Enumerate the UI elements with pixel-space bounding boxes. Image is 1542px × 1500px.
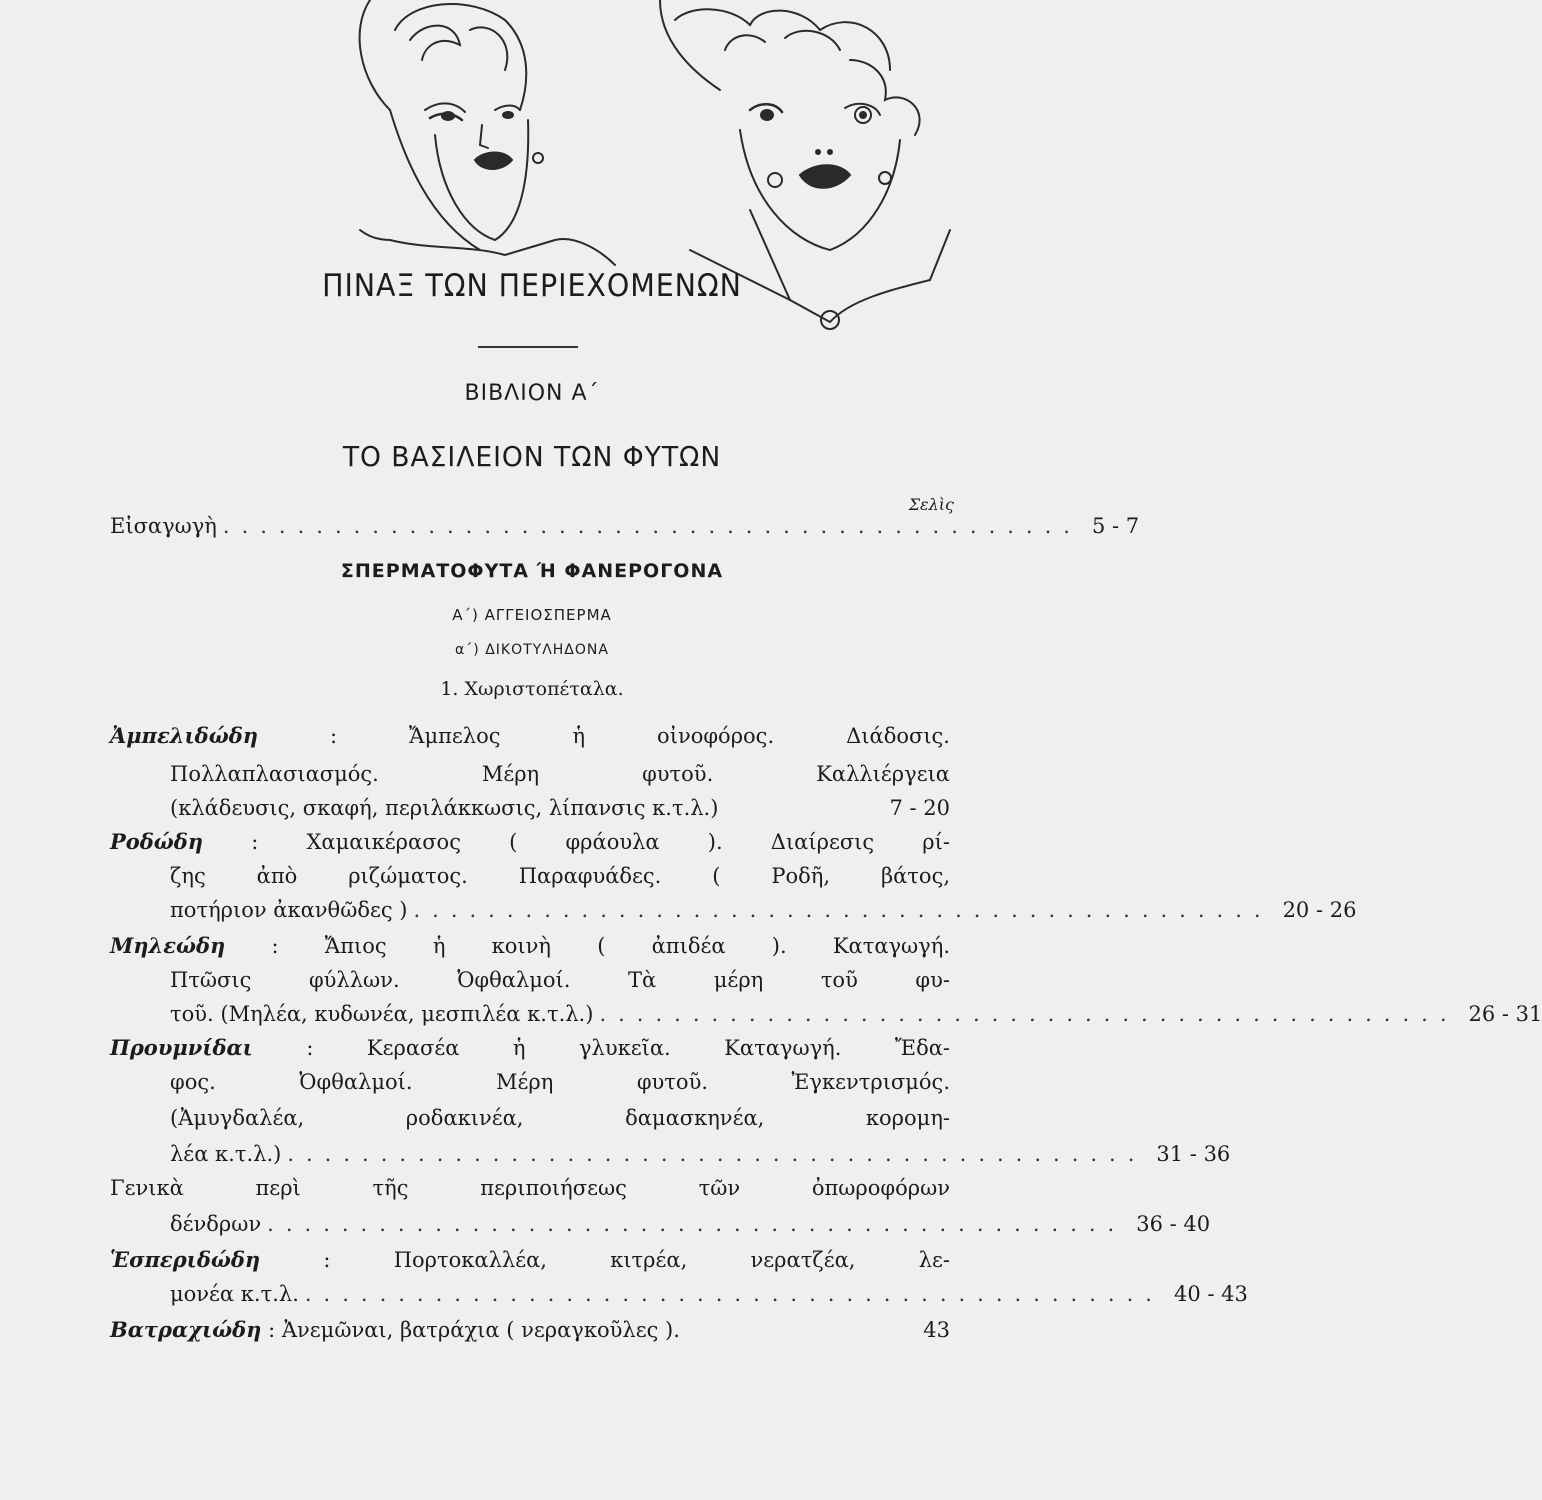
toc-entry-line (110, 1034, 950, 1062)
book-heading: ΒΙΒΛΙΟΝ Α΄ (464, 381, 600, 406)
entry-pages: 40 - 43 (1173, 1282, 1248, 1306)
leader-dots: .............................................. (304, 1282, 1164, 1306)
entry-text: : Ἀνεμῶναι, βατράχια ( νεραγκοῦλες ). (268, 1318, 680, 1342)
entry-text: τοῦ. (Μηλέα, κυδωνέα, μεσπιλέα κ.τ.λ.) (170, 1002, 594, 1026)
pages-column-label: Σελὶς (908, 495, 954, 514)
toc-entry-line (110, 1246, 950, 1274)
entry-text: Πτῶσις φύλλων. Ὀφθαλμοί. Τὰ μέρη τοῦ φυ- (170, 968, 950, 992)
class-heading: α΄) ΔΙΚΟΤΥΛΗΔΟΝΑ (455, 642, 609, 658)
entry-text: : Χαμαικέρασος ( φράουλα ). Διαίρεσις ρί- (251, 830, 950, 854)
entry-head: Βατραχιώδη (110, 1317, 262, 1342)
entry-text: Εἰσαγωγὴ (110, 514, 217, 538)
entry-text: : Πορτοκαλλέα, κιτρέα, νερατζέα, λε- (323, 1248, 950, 1272)
entry-head: Ἑσπεριδώδη (110, 1247, 261, 1272)
toc-entry-line (170, 896, 1357, 924)
entry-text: ζης ἀπὸ ριζώματος. Παραφυάδες. ( Ροδῆ, βάτος, (170, 864, 950, 888)
entry-text: : Ἄπιος ἡ κοινὴ ( ἀπιδέα ). Καταγωγή. (271, 934, 950, 958)
leader-dots: .............................................. (287, 1142, 1147, 1166)
entry-text: (Ἀμυγδαλέα, ροδακινέα, δαμασκηνέα, κορομη- (170, 1106, 950, 1130)
entry-pages: 43 (923, 1318, 950, 1342)
toc-entry-line (170, 1000, 1542, 1028)
entry-head: Ροδώδη (110, 829, 204, 854)
entry-head: Μηλεώδη (110, 933, 226, 958)
toc-entry-line (170, 1140, 1231, 1168)
entry-pages: 31 - 36 (1156, 1142, 1231, 1166)
subsection-heading: Α΄) ΑΓΓΕΙΟΣΠΕΡΜΑ (452, 606, 612, 624)
order-heading: 1. Χωριστοπέταλα. (440, 678, 624, 700)
entry-pages: 36 - 40 (1136, 1212, 1211, 1236)
kingdom-heading: ΤΟ ΒΑΣΙΛΕΙΟΝ ΤΩΝ ΦΥΤΩΝ (342, 440, 722, 473)
entry-head: Ἀμπελιδώδη (110, 723, 258, 748)
entry-text: : Κερασέα ἡ γλυκεῖα. Καταγωγή. Ἔδα- (306, 1036, 950, 1060)
entry-text: Πολλαπλασιασμός. Μέρη φυτοῦ. Καλλιέργεια (170, 762, 950, 786)
entry-text: Γενικὰ περὶ τῆς περιποιήσεως τῶν ὀπωροφόρων (110, 1176, 950, 1200)
leader-dots (718, 794, 879, 822)
entry-text: ποτήριον ἀκανθῶδες ) (170, 898, 408, 922)
title-divider (478, 346, 578, 348)
toc-entry-line (110, 932, 950, 960)
toc-entry-line (110, 722, 950, 750)
entry-text-group (110, 1316, 680, 1344)
entry-head: Προυμνίδαι (110, 1035, 253, 1060)
leader-dots: .............................................. (267, 1212, 1127, 1236)
entry-text: φος. Ὀφθαλμοί. Μέρη φυτοῦ. Ἐγκεντρισμός. (170, 1070, 950, 1094)
leader-dots: .............................................. (413, 898, 1273, 922)
entry-text: (κλάδευσις, σκαφή, περιλάκκωσις, λίπανσις κ.τ.λ.) (170, 796, 719, 820)
entry-pages: 20 - 26 (1282, 898, 1357, 922)
toc-entry-line (110, 828, 950, 856)
toc-entry-intro (110, 512, 1140, 540)
entry-text: : Ἄμπελος ἡ οἰνοφόρος. Διάδοσις. (329, 724, 950, 748)
entry-pages: 7 - 20 (889, 796, 950, 820)
leader-dots: .............................................. (222, 514, 1082, 538)
entry-pages: 26 - 31 (1468, 1002, 1542, 1026)
toc-entry-line (170, 1280, 1248, 1308)
entry-pages: 5 - 7 (1091, 514, 1140, 538)
toc-entry-line (170, 1210, 1211, 1238)
entry-text: λέα κ.τ.λ.) (170, 1142, 282, 1166)
section-heading: ΣΠΕΡΜΑΤΟΦΥΤΑ Ή ΦΑΝΕΡΟΓΟΝΑ (340, 560, 724, 582)
entry-text: μονέα κ.τ.λ. (170, 1282, 299, 1306)
leader-dots: .............................................. (599, 1002, 1459, 1026)
page-title: ΠΙΝΑΞ ΤΩΝ ΠΕΡΙΕΧΟΜΕΝΩΝ (322, 268, 742, 304)
leader-space (680, 1316, 913, 1344)
entry-text: δένδρων (170, 1212, 262, 1236)
toc-entry-line (110, 1316, 950, 1344)
toc-entry-line (170, 794, 950, 822)
